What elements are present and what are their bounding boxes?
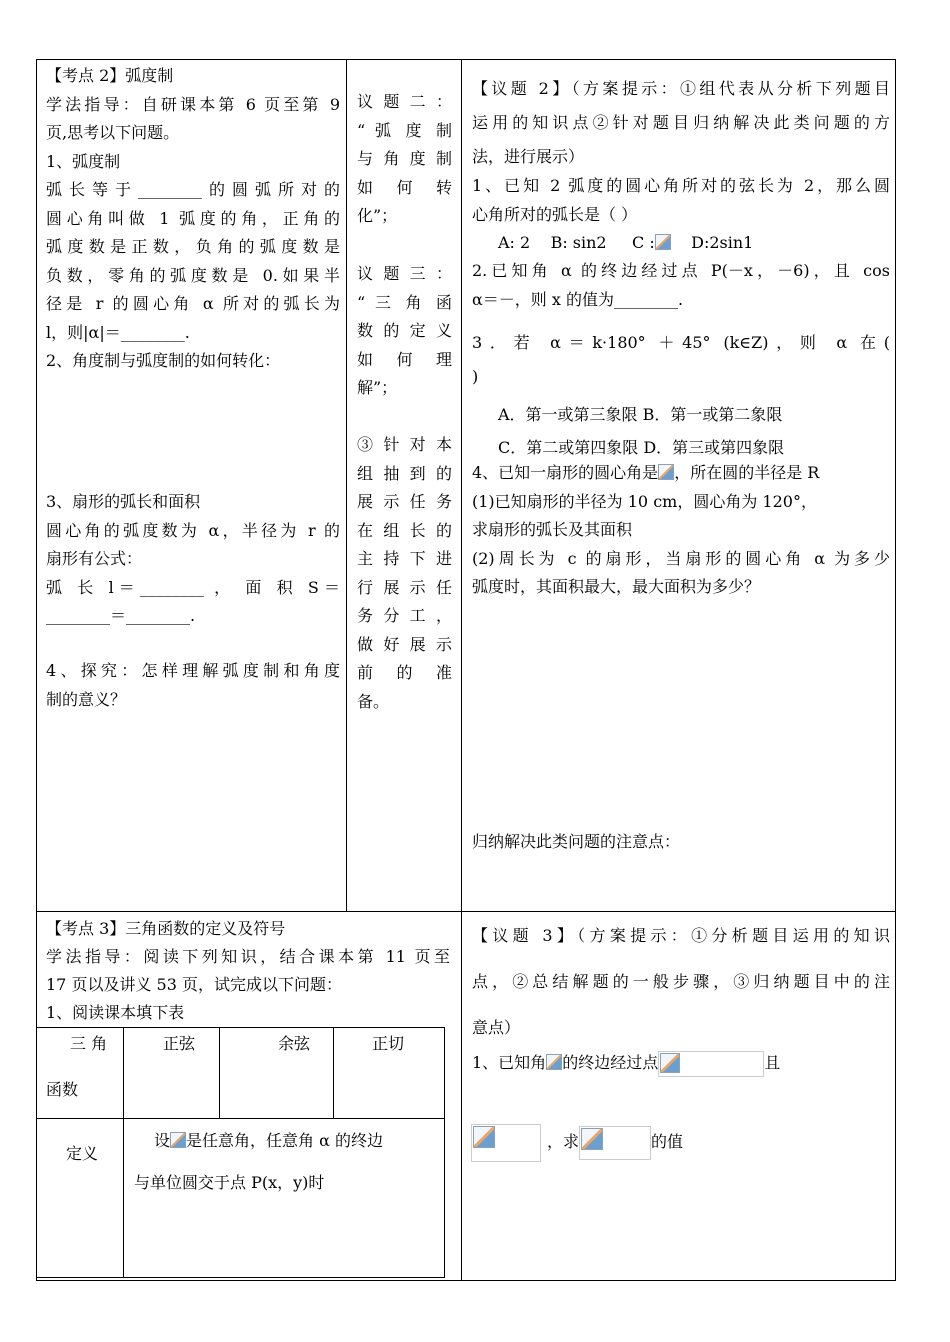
explore-section: 4、探究：怎样理解弧度制和角度 制的意义？ (46, 661, 340, 709)
border-right (895, 59, 896, 1281)
topic-2-section: 【议题 2】（方案提示：①组代表从分析下列题目 运用的知识点②针对题目归纳解决此类问题的方 法，进行展示） (472, 79, 890, 166)
summary-note: 归纳解决此类问题的注意点： (472, 832, 681, 851)
target-image-icon (581, 1128, 603, 1150)
table-col2 (219, 1027, 220, 1118)
table-row-definition-label: 定义 (66, 1144, 99, 1163)
table-col3 (333, 1027, 334, 1118)
question-1: 1、已知 2 弧度的圆心角所对的弦长为 2，那么圆 心角所对的弧长是（ ） A: 2 B: sin2 C : D:2sin1 (472, 172, 890, 258)
table-bottom (36, 1277, 445, 1278)
table-header-function-a: 三 角 (70, 1034, 108, 1053)
table-col1 (123, 1027, 124, 1278)
radian-section: 【考点 2】弧度制 学法指导：自研课本第 6 页至第 9 页,思考以下问题。 1、弧度制 弧长等于________的圆弧所对的 圆心角叫做 1 弧度的角，正角的 弧度数是正数，负角的弧度数是 负数，零角的弧度数是 0.如果半 径是 r 的圆心角 α 所对的弧长为 l，则|α|＝________. 2、角度制与弧度制的如何转化： (46, 62, 340, 376)
question-3: 3．若 α＝k·180° ＋45° (k∈Z)，则 α 在( ) (472, 333, 890, 386)
formula-image-icon (655, 234, 671, 250)
trig-section: 【考点 3】三角函数的定义及符号 学法指导：阅读下列知识，结合课本第 11 页至 17 页以及讲义 53 页，试完成以下问题： 1、阅读课本填下表 (46, 915, 450, 1027)
table-header-sine: 正弦 (163, 1034, 196, 1053)
angle-image-icon (658, 464, 674, 480)
angle-image-icon (546, 1054, 562, 1070)
section-title: 【考点 2】弧度制 (46, 66, 174, 85)
divider-row (36, 911, 896, 912)
condition-image-box (471, 1124, 541, 1162)
table-mid (36, 1118, 445, 1119)
point-image-box (658, 1051, 764, 1077)
table-right (444, 1027, 445, 1278)
divider-col1 (346, 59, 347, 911)
topic-3-question-1-line2: ，求 的值 (471, 1122, 891, 1162)
condition-image-icon (473, 1126, 495, 1148)
table-definition-cell: 设 是任意角，任意角 α 的终边 与单位圆交于点 P(x，y)时 (134, 1131, 383, 1192)
middle-block-1: 议 题 二 ： “ 弧 度 制 与 角 度 制 如 何 转 化”； (357, 92, 452, 225)
border-top (36, 59, 896, 60)
table-top (36, 1027, 445, 1028)
question-3-options: A．第一或第三象限 B．第一或第二象限 C．第二或第四象限 D．第三或第四象限 (498, 405, 785, 457)
question-4: 4、已知一扇形的圆心角是 ，所在圆的半径是 R (1)已知扇形的半径为 10 cm，圆心角为 120°， 求扇形的弧长及其面积 (2)周长为 c 的扇形，当扇形的圆心角 α 为多少 弧度时，其面积最大，最大面积为多少？ (472, 463, 890, 596)
table-header-function-b: 函数 (46, 1080, 79, 1099)
border-bottom (36, 1280, 896, 1281)
table-header-cosine: 余弦 (278, 1034, 311, 1053)
divider-col2 (461, 59, 462, 1281)
sector-section: 3、扇形的弧长和面积 圆心角的弧度数为 α，半径为 r 的 扇形有公式： 弧 长 l＝________ ， 面 积 S＝ ________＝________. (46, 492, 340, 625)
question-2: 2.已知角 α 的终边经过点 P(－x，－6)，且 cos α＝－，则 x 的值为________. (472, 261, 890, 309)
topic-3-section: 【议题 3】（方案提示：①分析题目运用的知识 点，②总结解题的一般步骤，③归纳题目中的注 意点） (472, 926, 890, 1037)
middle-block-3: ③ 针 对 本 组 抽 到 的 展 示 任 务 在 组 长 的 主 持 下 进 行 展 示 任 务 分 工 ， 做 好 展 示 前 的 准 备。 (357, 435, 452, 711)
point-image-icon (660, 1053, 680, 1073)
middle-block-2: 议 题 三 ： “ 三 角 函 数 的 定 义 如 何 理 解”； (357, 264, 452, 397)
table-header-tangent: 正切 (372, 1034, 405, 1053)
topic-3-question-1: 1、已知角 的终边经过点 且 (472, 1049, 890, 1077)
section-title-3: 【考点 3】三角函数的定义及符号 (46, 919, 286, 938)
q1-options: A: 2 B: sin2 C : D:2sin1 (498, 233, 754, 252)
border-left (36, 59, 37, 1281)
angle-image-icon (170, 1132, 186, 1148)
target-image-box (579, 1126, 651, 1160)
